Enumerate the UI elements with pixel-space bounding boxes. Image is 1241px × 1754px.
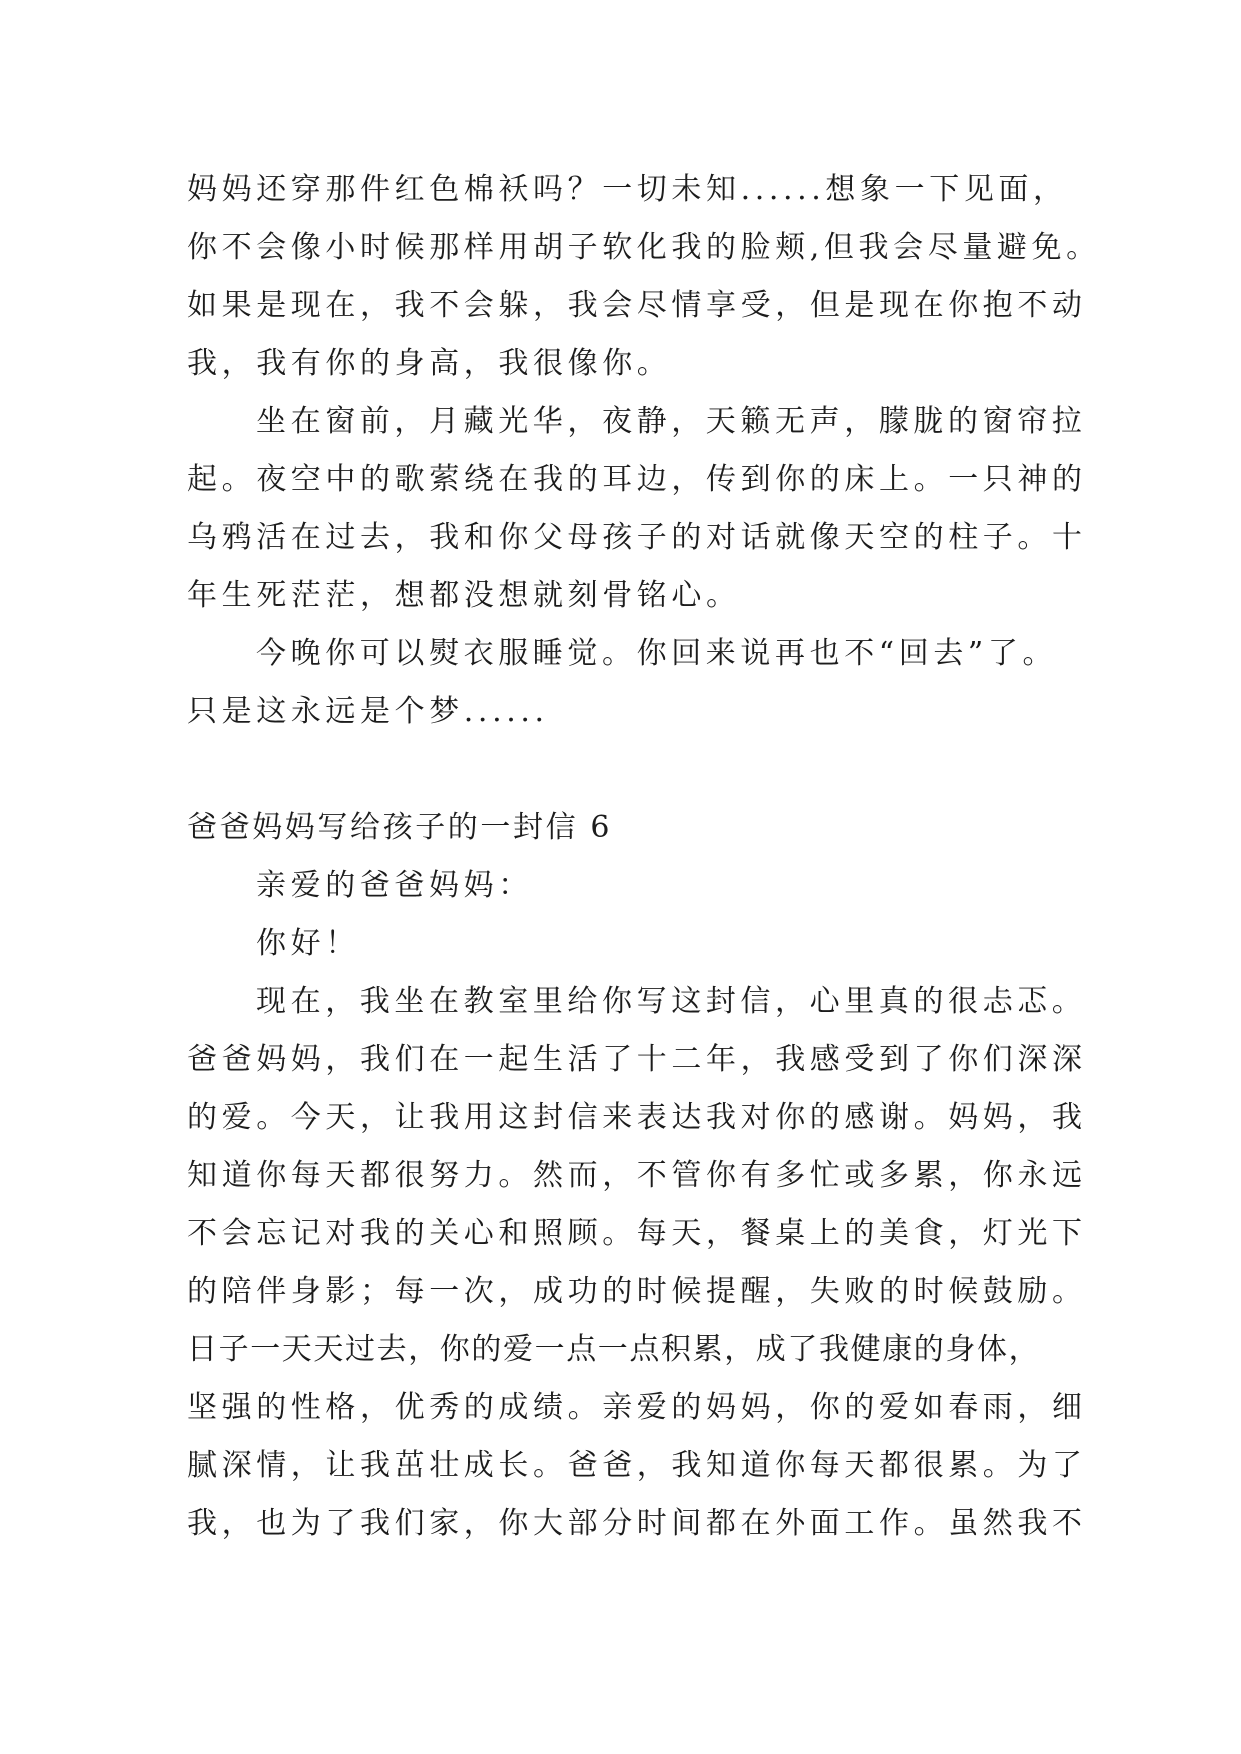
section-heading: 爸爸妈妈写给孩子的一封信 6	[187, 810, 613, 845]
letter-greeting: 你好！	[256, 926, 360, 961]
document-body	[187, 161, 1147, 1553]
text-line: 年生死茫茫，想都没想就刻骨铭心。	[187, 578, 741, 613]
text-line: 如果是现在，我不会躲，我会尽情享受，但是现在你抱不动	[187, 288, 1087, 323]
text-line: 知道你每天都很努力。然而，不管你有多忙或多累，你永远	[187, 1158, 1087, 1193]
paragraph	[187, 161, 1147, 393]
paragraph	[187, 393, 1147, 625]
text-line: 腻深情，让我茁壮成长。爸爸，我知道你每天都很累。为了	[187, 1448, 1087, 1483]
text-line: 日子一天天过去，你的爱一点一点积累，成了我健康的身体，	[187, 1332, 1041, 1367]
paragraph	[187, 625, 1147, 741]
paragraph	[187, 973, 1147, 1553]
text-line: 坐在窗前，月藏光华，夜静，天籁无声，朦胧的窗帘拉	[256, 404, 1087, 439]
text-line: 你不会像小时候那样用胡子软化我的脸颊,但我会尽量避免。	[187, 230, 1101, 265]
letter-salutation: 亲爱的爸爸妈妈：	[256, 868, 533, 903]
text-line: 妈妈还穿那件红色棉袄吗？一切未知......想象一下见面，	[187, 172, 1068, 207]
text-line: 我，我有你的身高，我很像你。	[187, 346, 672, 381]
text-line: 乌鸦活在过去，我和你父母孩子的对话就像天空的柱子。十	[187, 520, 1087, 555]
text-line: 我，也为了我们家，你大部分时间都在外面工作。虽然我不	[187, 1506, 1087, 1541]
text-line: 的爱。今天，让我用这封信来表达我对你的感谢。妈妈，我	[187, 1100, 1087, 1135]
text-line: 不会忘记对我的关心和照顾。每天，餐桌上的美食，灯光下	[187, 1216, 1087, 1251]
text-line: 坚强的性格，优秀的成绩。亲爱的妈妈，你的爱如春雨，细	[187, 1390, 1087, 1425]
text-line: 只是这永远是个梦......	[187, 694, 549, 729]
text-line: 的陪伴身影；每一次，成功的时候提醒，失败的时候鼓励。	[187, 1274, 1087, 1309]
text-line: 现在，我坐在教室里给你写这封信，心里真的很忐忑。	[256, 984, 1087, 1019]
blank-line	[187, 741, 1147, 799]
text-line: 今晚你可以熨衣服睡觉。你回来说再也不“回去”了。	[256, 636, 1058, 671]
text-line: 起。夜空中的歌萦绕在我的耳边，传到你的床上。一只神的	[187, 462, 1087, 497]
text-line: 爸爸妈妈，我们在一起生活了十二年，我感受到了你们深深	[187, 1042, 1087, 1077]
